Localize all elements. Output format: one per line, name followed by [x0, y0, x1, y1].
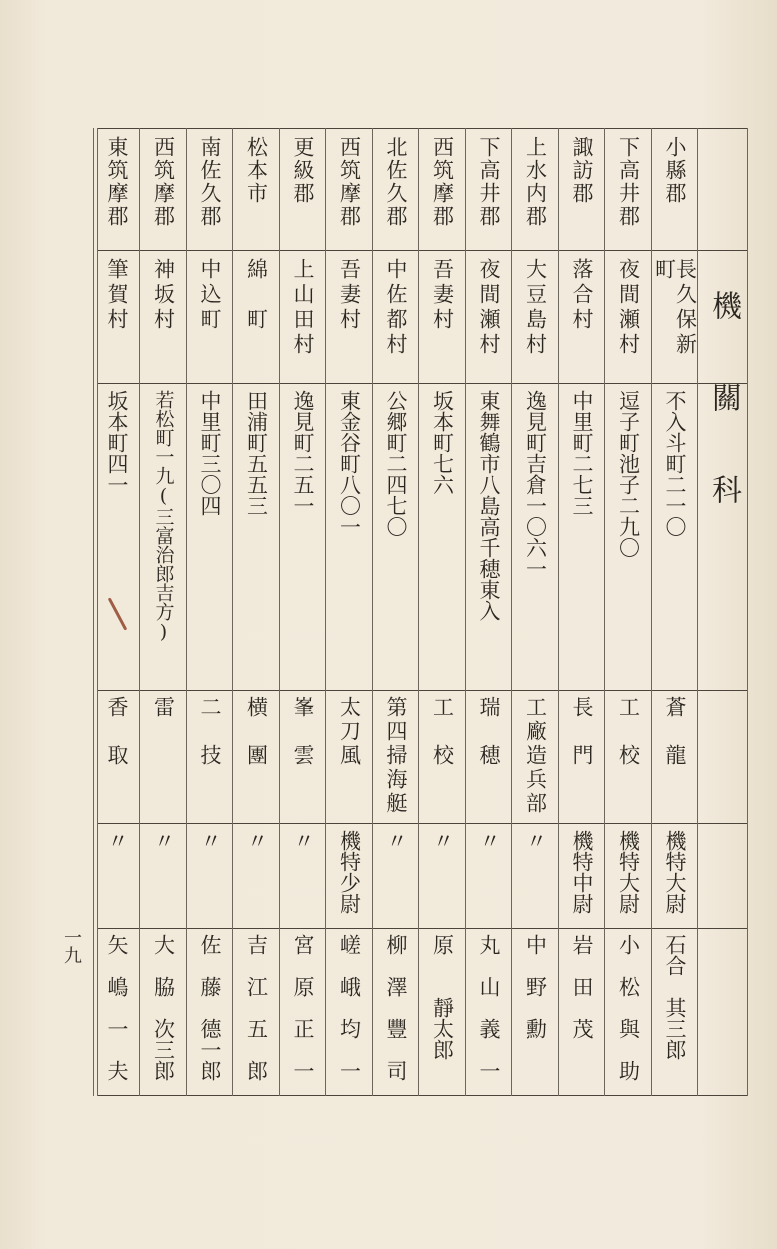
cell-address: 逸見町吉倉一〇六一 — [523, 390, 548, 579]
cell-unit: 太刀風 — [337, 696, 362, 768]
cell-name: 吉 江 五 郎 — [244, 934, 269, 1081]
cell-town: 落合村 — [570, 258, 594, 333]
cell-name: 矢 嶋 一 夫 — [105, 934, 129, 1081]
register-table — [97, 128, 747, 1096]
row-divider — [139, 128, 140, 1096]
cell-unit: 瑞 穂 — [477, 696, 501, 768]
cell-name: 宮 原 正 一 — [291, 934, 315, 1081]
cell-town: 神坂村 — [151, 258, 176, 333]
cell-name: 柳 澤 豐 司 — [384, 934, 408, 1081]
cell-town: 長久保新町 — [652, 258, 698, 358]
cell-name: 中 野 勳 — [523, 934, 548, 1039]
cell-name: 佐 藤 德一郎 — [198, 934, 222, 1081]
row-divider — [279, 128, 280, 1096]
cell-unit: 峯 雲 — [291, 696, 315, 768]
cell-rank: 機特中尉 — [570, 830, 594, 914]
cell-rank: 〃 — [384, 830, 408, 851]
cell-town: 大豆島村 — [523, 258, 548, 358]
cell-name: 小 松 與 助 — [616, 934, 641, 1081]
cell-rank: 〃 — [430, 830, 455, 851]
cell-name: 丸 山 義 一 — [477, 934, 501, 1081]
cell-town: 吾妻村 — [337, 258, 362, 333]
cell-town: 筆賀村 — [105, 258, 129, 333]
row-divider — [511, 128, 512, 1096]
cell-address: 東金谷町八〇一 — [337, 390, 362, 537]
cell-unit: 香 取 — [105, 696, 129, 768]
cell-name: 石合 其三郎 — [663, 934, 687, 1060]
cell-town: 中込町 — [198, 258, 222, 333]
cell-address: 坂本町七六 — [430, 390, 455, 495]
cell-address: 公郷町二四七〇 — [384, 390, 408, 537]
cell-gun: 下高井郡 — [477, 136, 501, 228]
cell-town: 中佐都村 — [384, 258, 408, 358]
row-divider — [465, 128, 466, 1096]
cell-unit: 工 校 — [616, 696, 641, 768]
cell-rank: 機特大尉 — [616, 830, 641, 914]
cell-rank: 〃 — [244, 830, 269, 851]
table-border — [747, 128, 748, 1096]
cell-name: 大 脇 次三郎 — [151, 934, 176, 1081]
cell-rank: 〃 — [151, 830, 176, 851]
cell-rank: 〃 — [105, 830, 129, 851]
cell-gun: 小縣郡 — [663, 136, 687, 205]
cell-town: 上山田村 — [291, 258, 315, 358]
section-title: 機關科 — [706, 290, 741, 566]
row-divider — [558, 128, 559, 1096]
row-divider — [418, 128, 419, 1096]
cell-gun: 西筑摩郡 — [430, 136, 455, 228]
cell-unit: 工 校 — [430, 696, 455, 768]
cell-gun: 北佐久郡 — [384, 136, 408, 228]
cell-rank: 〃 — [198, 830, 222, 851]
cell-town: 夜間瀬村 — [616, 258, 641, 358]
table-border — [97, 128, 98, 1096]
cell-address: 中里町三〇四 — [198, 390, 222, 516]
cell-town: 夜間瀬村 — [477, 258, 501, 358]
row-divider — [93, 128, 94, 1096]
cell-address: 東舞鶴市八島高千穂東入 — [477, 390, 501, 621]
row-divider — [232, 128, 233, 1096]
cell-gun: 西筑摩郡 — [337, 136, 362, 228]
row-divider — [651, 128, 652, 1096]
cell-unit: 雷 — [151, 696, 176, 720]
cell-town: 吾妻村 — [430, 258, 455, 333]
page-number: 一九 — [61, 928, 82, 964]
cell-address: 不入斗町二一〇 — [663, 390, 687, 537]
cell-address: 若松町一九(三富治郎吉方) — [152, 390, 175, 643]
cell-gun: 下高井郡 — [616, 136, 641, 228]
row-divider — [325, 128, 326, 1096]
cell-gun: 松本市 — [244, 136, 269, 205]
cell-address: 逸見町二五一 — [291, 390, 315, 516]
cell-gun: 東筑摩郡 — [105, 136, 129, 228]
cell-unit: 二 技 — [198, 696, 222, 768]
cell-unit: 蒼 龍 — [663, 696, 687, 768]
cell-address: 中里町二七三 — [570, 390, 594, 516]
row-divider — [186, 128, 187, 1096]
cell-rank: 〃 — [477, 830, 501, 851]
cell-name: 嵯 峨 均 一 — [337, 934, 362, 1081]
cell-name: 岩 田 茂 — [570, 934, 594, 1039]
cell-gun: 上水内郡 — [523, 136, 548, 228]
cell-unit: 長 門 — [570, 696, 594, 768]
cell-name: 原 靜太郎 — [430, 934, 455, 1060]
cell-gun: 更級郡 — [291, 136, 315, 205]
cell-gun: 諏訪郡 — [570, 136, 594, 205]
cell-rank: 機特少尉 — [337, 830, 362, 914]
cell-address: 逗子町池子二九〇 — [616, 390, 641, 558]
cell-address: 田浦町五五三 — [244, 390, 269, 516]
cell-town: 綿 町 — [244, 258, 269, 333]
cell-gun: 南佐久郡 — [198, 136, 222, 228]
cell-address: 坂本町四一 — [105, 390, 129, 495]
cell-rank: 〃 — [291, 830, 315, 851]
row-divider — [604, 128, 605, 1096]
cell-rank: 機特大尉 — [663, 830, 687, 914]
cell-gun: 西筑摩郡 — [151, 136, 176, 228]
cell-unit: 工廠造兵部 — [523, 696, 548, 816]
row-divider — [372, 128, 373, 1096]
cell-rank: 〃 — [523, 830, 548, 851]
cell-unit: 横 團 — [244, 696, 269, 768]
cell-unit: 第四掃海艇 — [384, 696, 408, 816]
